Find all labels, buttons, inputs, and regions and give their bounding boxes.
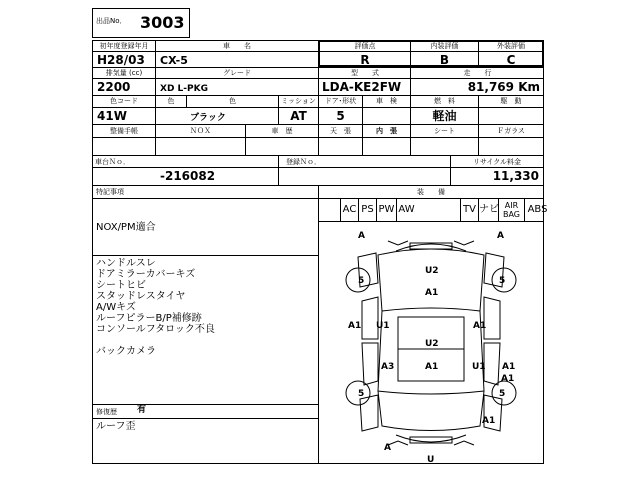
equipment-item: AC (340, 199, 358, 221)
nox-note: NOX/PM適合 (96, 222, 156, 233)
damage-code: U2 (425, 339, 439, 349)
equipment-label: 装 備 (417, 188, 445, 196)
score-label: 評価点 (354, 42, 376, 50)
grade-value: XD L-PKG (160, 84, 208, 94)
recycle-value: 11,330 (492, 169, 539, 183)
equipment-item: PS (358, 199, 376, 221)
seats-label: 車 検 (376, 97, 397, 105)
seat-label: シート (434, 127, 455, 135)
damage-code: A1 (482, 416, 496, 426)
sunroof-label: 天 張 (330, 127, 351, 135)
damage-code: A (384, 443, 391, 453)
camera-note: バックカメラ (96, 346, 156, 357)
fuel-label: 燃 料 (434, 97, 455, 105)
reg-label: 登録Ｎｏ． (286, 158, 321, 166)
car-name-label: 車 名 (223, 42, 251, 50)
history-label: 車 歴 (271, 127, 293, 135)
notes-label: 特記事項 (96, 188, 124, 196)
note-line: ルーフピラーB/P補修跡 (96, 313, 202, 324)
drive-label: 駆 動 (500, 97, 522, 105)
note-line: コンソールフタロック不良 (96, 324, 215, 335)
color-label: 色 (167, 97, 175, 105)
mission-label: ミッション (281, 97, 316, 105)
mission-value: AT (290, 109, 307, 123)
note-line: A/Wキズ (96, 302, 136, 313)
equipment-item: AW (396, 199, 416, 221)
interior-value: B (439, 53, 450, 67)
fuel-value: 軽油 (432, 109, 457, 123)
damage-code: 5 (358, 389, 365, 399)
model-value: LDA-KE2FW (322, 80, 402, 94)
interior-top-label: 内 張 (376, 127, 397, 135)
displacement-value: 2200 (97, 80, 131, 94)
damage-code: 5 (358, 276, 365, 286)
doors-label: ドア･形状 (324, 97, 357, 105)
color2-label: 色 (229, 97, 236, 105)
damage-code: 5 (499, 389, 506, 399)
damage-code: A1 (348, 321, 362, 331)
note-line: ドアミラーカバーキズ (96, 269, 196, 280)
first-reg-value: H28/03 (97, 53, 145, 67)
equipment-item: ナビ (478, 199, 498, 221)
damage-code: A (497, 231, 504, 241)
equipment-item: ABS (524, 199, 550, 221)
model-label: 型 式 (351, 69, 379, 77)
car-name-value: CX-5 (160, 54, 188, 67)
lot-label: 出品No． (96, 17, 127, 25)
damage-code: A1 (425, 362, 439, 372)
damage-code: A1 (425, 288, 439, 298)
damage-code: A1 (502, 362, 516, 372)
doors-value: 5 (336, 109, 345, 123)
recycle-label: リサイクル料金 (472, 158, 522, 166)
equipment-item: TV (460, 199, 478, 221)
equipment-item: PW (376, 199, 396, 221)
notes-list (96, 258, 215, 335)
note-line: ハンドルスレ (96, 258, 156, 269)
damage-code: U (427, 455, 435, 465)
damage-code: U1 (472, 362, 486, 372)
lot-number: 3003 (140, 13, 185, 32)
manual-label: 整備手帳 (110, 127, 138, 135)
chassis-value: -216082 (160, 169, 216, 183)
glass-label: Ｆガラス (497, 127, 525, 135)
exterior-label: 外装評価 (497, 42, 525, 50)
damage-code: A1 (473, 321, 487, 331)
color-code-label: 色コード (110, 97, 138, 105)
exterior-value: C (506, 53, 516, 67)
equipment-item: AIR BAG (498, 199, 524, 221)
interior-label: 内装評価 (430, 42, 459, 50)
nox-label: ＮＯＸ (190, 127, 211, 135)
damage-code: U1 (376, 321, 390, 331)
chassis-label: 車台Ｎｏ． (95, 158, 130, 166)
repair-detail: ルーフ歪 (96, 421, 136, 432)
grade-label: グレード (223, 69, 251, 77)
damage-code: U2 (425, 266, 439, 276)
score-value: R (360, 53, 370, 67)
damage-code: A1 (501, 374, 515, 384)
damage-code: A (358, 231, 365, 241)
first-reg-label: 初年度登録年月 (99, 42, 149, 50)
mileage-label: 走 行 (463, 69, 492, 77)
repair-label: 修復歴 (96, 408, 117, 416)
color-value: ブラック (190, 113, 226, 123)
repair-value: 有 (137, 405, 147, 415)
note-line: スタッドレスタイヤ (96, 291, 186, 302)
color-code-value: 41W (97, 109, 127, 123)
mileage-value: 81,769 Km (467, 80, 540, 94)
displacement-label: 排気量 (cc) (105, 69, 143, 77)
note-line: シートヒビ (96, 280, 146, 291)
damage-code: A3 (381, 362, 395, 372)
damage-code: 5 (499, 276, 506, 286)
